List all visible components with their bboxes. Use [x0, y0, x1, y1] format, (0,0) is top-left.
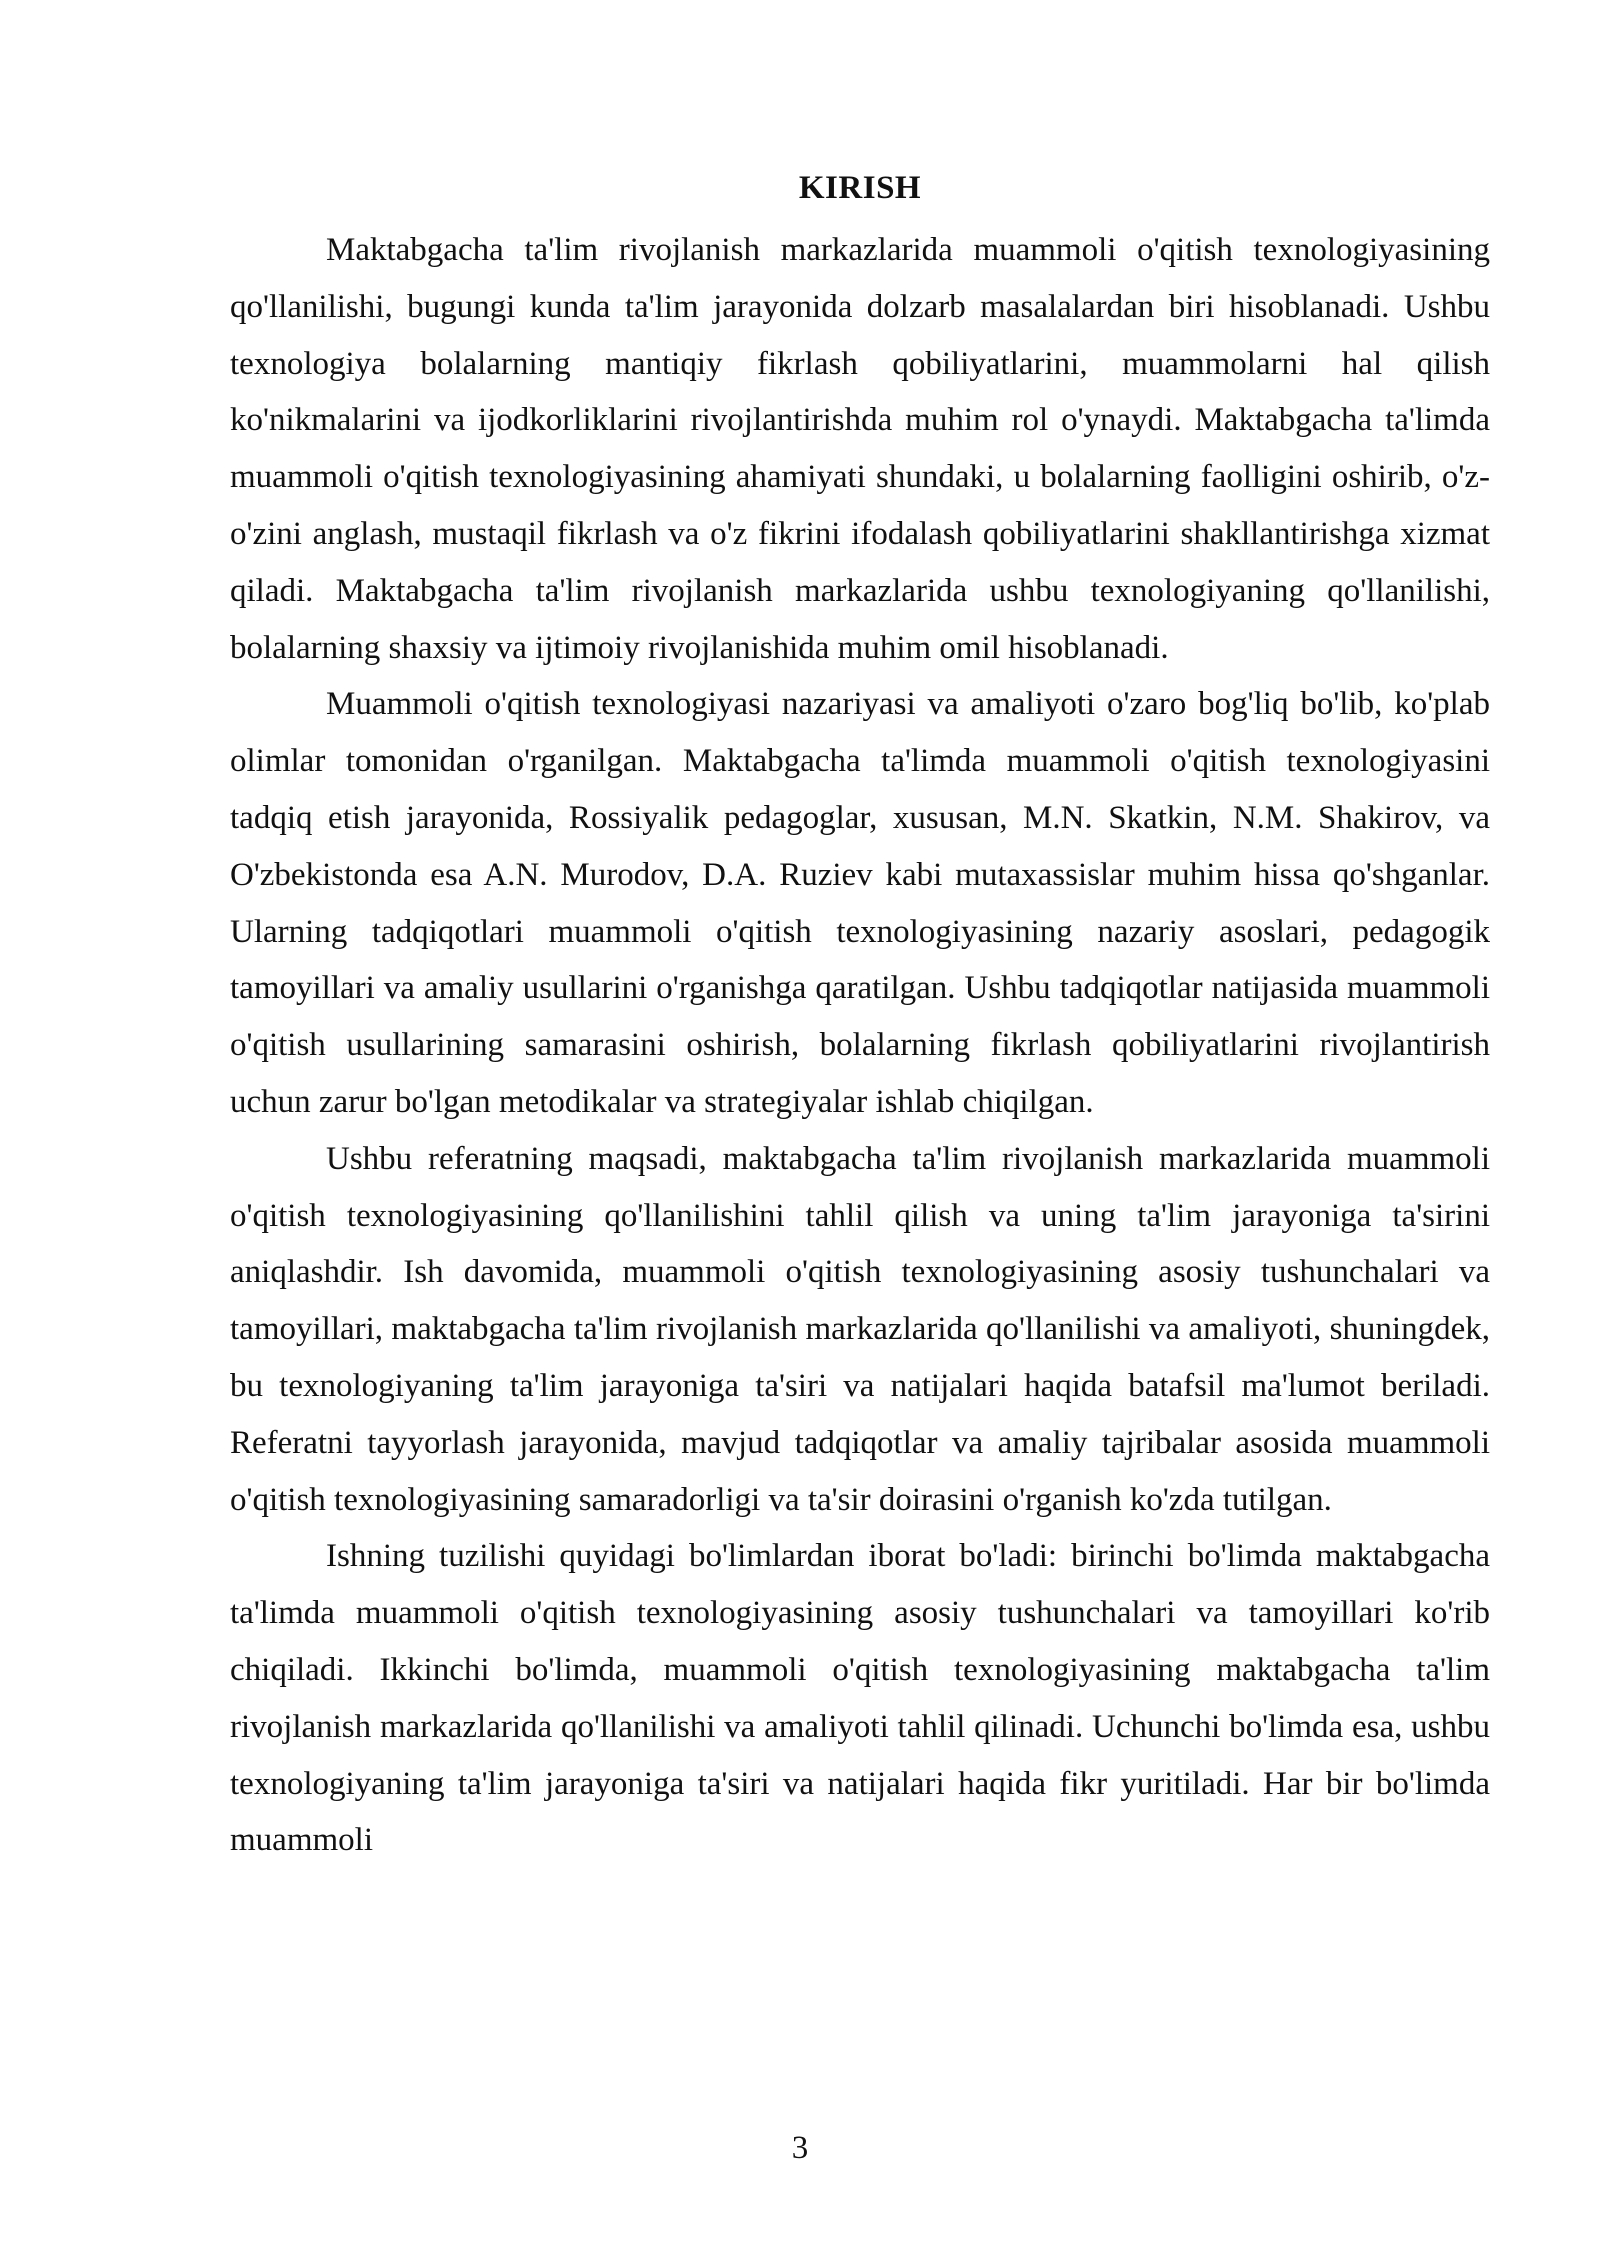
- paragraph-3: Ushbu referatning maqsadi, maktabgacha ta'lim rivojlanish markazlarida muammoli o'qitish texnologiyasining qo'llanilishini tahlil qilish va uning ta'lim jarayoniga ta'sirini aniqlashdir. Ish davomida, muammoli o'qitish texnologiyasining asosiy tushunchalari va tamoyillari, maktabgacha ta'lim rivojlanish markazlarida qo'llanilishi va amaliyoti, shuningdek, bu texnologiyaning ta'lim jarayoniga ta'siri va natijalari haqida batafsil ma'lumot beriladi. Referatni tayyorlash jarayonida, mavjud tadqiqotlar va amaliy tajribalar asosida muammoli o'qitish texnologiyasining samaradorligi va ta'sir doirasini o'rganish ko'zda tutilgan.: [230, 1140, 1490, 1518]
- page-number: 3: [791, 2130, 809, 2166]
- paragraph-4: Ishning tuzilishi quyidagi bo'limlardan iborat bo'ladi: birinchi bo'limda maktabgacha ta'limda muammoli o'qitish texnologiyasining asosiy tushunchalari va tamoyillari ko'rib chiqiladi. Ikkinchi bo'limda, muammoli o'qitish texnologiyasining maktabgacha ta'lim rivojlanish markazlarida qo'llanilishi va amaliyoti tahlil qilinadi. Uchunchi bo'limda esa, ushbu texnologiyaning ta'lim jarayoniga ta'siri va natijalari haqida fikr yuritiladi. Har bir bo'limda muammoli: [230, 1538, 1490, 1859]
- paragraph-2: Muammoli o'qitish texnologiyasi nazariyasi va amaliyoti o'zaro bog'liq bo'lib, ko'plab olimlar tomonidan o'rganilgan. Maktabgacha ta'limda muammoli o'qitish texnologiyasini tadqiq etish jarayonida, Rossiyalik pedagoglar, xususan, M.N. Skatkin, N.M. Shakirov, va O'zbekistonda esa A.N. Murodov, D.A. Ruziev kabi mutaxassislar muhim hissa qo'shganlar. Ularning tadqiqotlari muammoli o'qitish texnologiyasining nazariy asoslari, pedagogik tamoyillari va amaliy usullarini o'rganishga qaratilgan. Ushbu tadqiqotlar natijasida muammoli o'qitish usullarining samarasini oshirish, bolalarning fikrlash qobiliyatlarini rivojlantirish uchun zarur bo'lgan metodikalar va strategiyalar ishlab chiqilgan.: [230, 686, 1490, 1120]
- paragraph-1: Maktabgacha ta'lim rivojlanish markazlarida muammoli o'qitish texnologiyasining qo'llanilishi, bugungi kunda ta'lim jarayonida dolzarb masalalardan biri hisoblanadi. Ushbu texnologiya bolalarning mantiqiy fikrlash qobiliyatlarini, muammolarni hal qilish ko'nikmalarini va ijodkorliklarini rivojlantirishda muhim rol o'ynaydi. Maktabgacha ta'limda muammoli o'qitish texnologiyasining ahamiyati shundaki, u bolalarning faolligini oshirib, o'z-o'zini anglash, mustaqil fikrlash va o'z fikrini ifodalash qobiliyatlarini shakllantirishga xizmat qiladi. Maktabgacha ta'lim rivojlanish markazlarida ushbu texnologiyaning qo'llanilishi, bolalarning shaxsiy va ijtimoiy rivojlanishida muhim omil hisoblanadi.: [230, 232, 1490, 666]
- page-content: [230, 160, 1490, 1869]
- page-title: KIRISH: [798, 170, 922, 206]
